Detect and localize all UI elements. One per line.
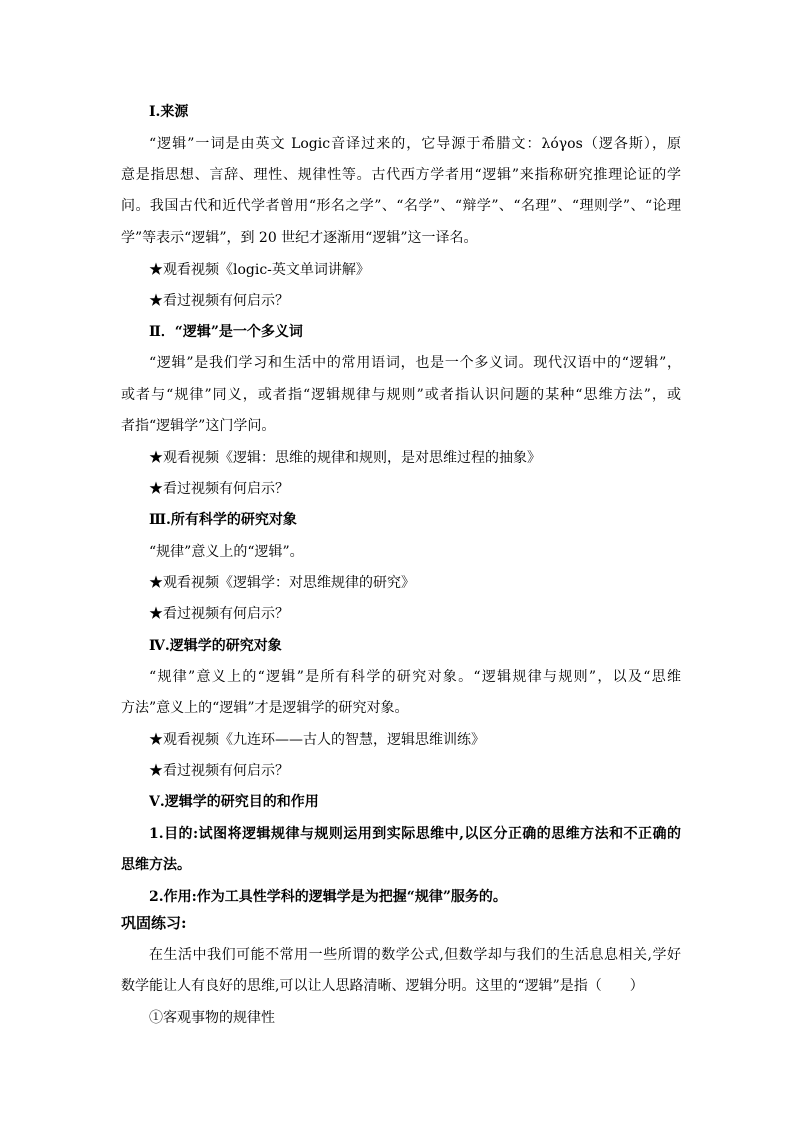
section-heading-all-sciences: Ⅲ.所有科学的研究对象: [149, 512, 297, 528]
paragraph-line: 意是指思想、言辞、理性、规律性等。古代西方学者用“逻辑”来指称研究推理论证的学: [121, 167, 681, 183]
paragraph-line: “逻辑”一词是由英文 Logic音译过来的，它导源于希腊文：λóγοs（逻各斯），原: [149, 136, 681, 152]
question-line: 在生活中我们可能不常用一些所谓的数学公式,但数学却与我们的生活息息相关,学好: [149, 947, 681, 963]
answer-option: ①客观事物的规律性: [149, 1010, 275, 1026]
video-prompt: ★观看视频《逻辑：思维的规律和规则，是对思维过程的抽象》: [149, 450, 541, 466]
practice-title: 巩固练习:: [121, 914, 187, 932]
question-line: 数学能让人有良好的思维,可以让人思路清晰、逻辑分明。这里的“逻辑”是指（ ）: [121, 978, 644, 994]
video-prompt: ★观看视频《logic-英文单词讲解》: [149, 262, 370, 278]
section-heading-polysemy: Ⅱ．“逻辑”是一个多义词: [149, 324, 303, 340]
paragraph-line: 问。我国古代和近代学者曾用“形名之学”、“名学”、“辩学”、“名理”、“理则学”、“论理: [121, 198, 681, 214]
section-heading-logic-object: Ⅳ.逻辑学的研究对象: [149, 638, 282, 654]
think-prompt: ★看过视频有何启示？: [149, 481, 289, 497]
paragraph-line: 方法”意义上的“逻辑”才是逻辑学的研究对象。: [121, 700, 409, 716]
purpose-item: 思维方法。: [121, 857, 191, 873]
function-item: 2.作用:作为工具性学科的逻辑学是为把握“规律”服务的。: [149, 889, 507, 905]
section-heading-purpose: Ⅴ.逻辑学的研究目的和作用: [149, 794, 319, 810]
paragraph-line: 或者与“规律”同义，或者指“逻辑规律与规则”或者指认识问题的某种“思维方法”，或: [121, 387, 681, 403]
video-prompt: ★观看视频《逻辑学：对思维规律的研究》: [149, 575, 415, 591]
paragraph-line: “规律”意义上的“逻辑”是所有科学的研究对象。“逻辑规律与规则”，以及“思维: [149, 669, 681, 685]
think-prompt: ★看过视频有何启示？: [149, 763, 289, 779]
paragraph-line: “规律”意义上的“逻辑”。: [149, 544, 304, 560]
paragraph-line: 者指“逻辑学”这门学问。: [121, 418, 276, 434]
paragraph-line: 学”等表示“逻辑”，到 20 世纪才逐渐用“逻辑”这一译名。: [121, 230, 478, 246]
think-prompt: ★看过视频有何启示？: [149, 293, 289, 309]
paragraph-line: “逻辑”是我们学习和生活中的常用语词，也是一个多义词。现代汉语中的“逻辑”，: [149, 355, 681, 371]
think-prompt: ★看过视频有何启示？: [149, 606, 289, 622]
section-heading-origin: Ⅰ.来源: [149, 104, 189, 120]
purpose-item: 1.目的:试图将逻辑规律与规则运用到实际思维中,以区分正确的思维方法和不正确的: [149, 826, 681, 842]
video-prompt: ★观看视频《九连环——古人的智慧，逻辑思维训练》: [149, 732, 485, 748]
